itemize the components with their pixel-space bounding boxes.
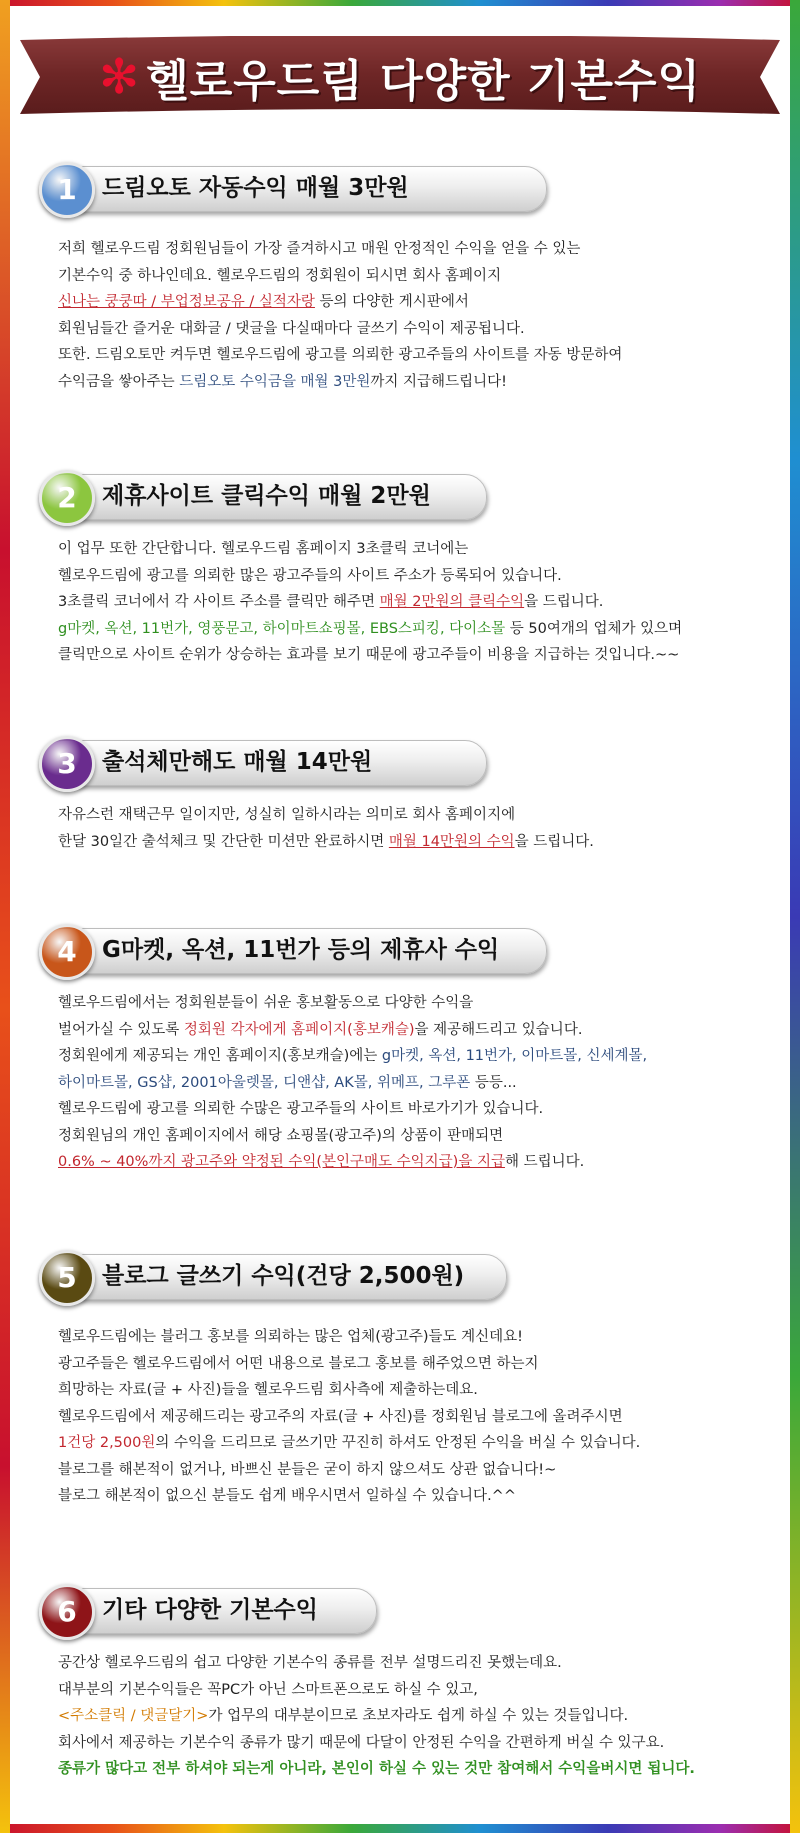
body-line <box>58 616 682 643</box>
highlight-text: 드림오토 수익금을 매월 3만원 <box>179 373 371 390</box>
body-line <box>58 829 594 856</box>
body-text-segment: 클릭만으로 사이트 순위가 상승하는 효과를 보기 때문에 광고주들이 비용을 지급하는 것입니다.~~ <box>58 647 680 663</box>
highlight-text: 신나는 쿵쿵따 / 부업정보공유 / 실적자랑 <box>58 294 315 310</box>
section-number-badge: 4 <box>39 924 95 980</box>
body-line <box>58 1123 647 1150</box>
body-text-segment: 등의 다양한 게시판에서 <box>314 294 469 310</box>
body-text-segment: 한달 30일간 출석체크 및 간단한 미션만 완료하시면 <box>58 833 389 850</box>
body-line <box>58 1096 647 1123</box>
highlight-text: 매월 14만원의 수익 <box>388 833 515 850</box>
section-title: 드림오토 자동수익 매월 3만원 <box>102 175 409 201</box>
highlight-text: 0.6% ~ 40%까지 광고주와 약정된 수익(본인구매도 수익지급)을 지급 <box>58 1154 505 1170</box>
body-text-segment: 회사에서 제공하는 기본수익 종류가 많기 때문에 다달이 안정된 수익을 간편하게 버실 수 있구요. <box>58 1734 665 1751</box>
highlight-text: 매월 2만원의 클릭수익 <box>379 594 525 610</box>
body-line <box>58 1377 640 1404</box>
highlight-text: 정회원 각자에게 홈페이지(홍보캐슬) <box>183 1021 415 1038</box>
body-line <box>58 289 622 316</box>
body-text-segment: 가 업무의 대부분이므로 초보자라도 쉽게 하실 수 있는 것들입니다. <box>208 1708 629 1724</box>
section-body <box>58 990 647 1176</box>
section-body <box>58 802 594 855</box>
highlight-text: <주소클릭 / 댓글달기> <box>58 1708 209 1724</box>
body-text-segment: 을 드립니다. <box>524 594 604 610</box>
section-title: 기타 다양한 기본수익 <box>102 1597 318 1623</box>
page-title <box>20 36 780 118</box>
highlight-text: 1건당 2,500원 <box>58 1435 156 1451</box>
body-line <box>58 1070 647 1097</box>
body-line <box>58 1043 647 1070</box>
left-rainbow-border <box>0 0 10 1833</box>
body-text-segment: 공간상 헬로우드림의 쉽고 다양한 기본수익 종류를 전부 설명드리진 못했는데요. <box>58 1655 562 1671</box>
body-text-segment: 정회원에게 제공되는 개인 홈페이지(홍보캐슬)에는 <box>58 1048 382 1064</box>
section-title: 블로그 글쓰기 수익(건당 2,500원) <box>102 1263 465 1289</box>
body-line <box>58 1756 695 1783</box>
body-line <box>58 536 682 563</box>
body-line <box>58 1149 647 1176</box>
body-line <box>58 1430 640 1457</box>
body-text-segment: 3초클릭 코너에서 각 사이트 주소를 클릭만 해주면 <box>58 594 380 610</box>
body-line <box>58 589 682 616</box>
body-text-segment: 자유스런 재택근무 일이지만, 성실히 일하시라는 의미로 회사 홈페이지에 <box>58 807 516 823</box>
body-text-segment: 광고주들은 헬로우드림에서 어떤 내용으로 블로그 홍보를 해주었으면 하는지 <box>58 1355 539 1372</box>
body-line <box>58 563 682 590</box>
highlight-text: g마켓, 옥션, 11번가, 이마트몰, 신세계몰, <box>381 1048 648 1064</box>
body-text-segment: 대부분의 기본수익들은 꼭PC가 아닌 스마트폰으로도 하실 수 있고, <box>58 1681 478 1698</box>
section-body <box>58 536 682 669</box>
body-line <box>58 342 622 369</box>
body-text-segment: 을 드립니다. <box>514 833 594 850</box>
body-text-segment: 등등... <box>470 1074 517 1091</box>
body-line <box>58 1351 640 1378</box>
body-line <box>58 990 647 1017</box>
section-body <box>58 1324 640 1510</box>
body-line <box>58 1017 647 1044</box>
body-text-segment: 정회원님의 개인 홈페이지에서 해당 쇼핑몰(광고주)의 상품이 판매되면 <box>58 1127 504 1144</box>
highlight-text: 종류가 많다고 전부 하셔야 되는게 아니라, 본인이 하실 수 있는 것만 참여해서 수익을버시면 됩니다. <box>58 1761 695 1777</box>
section-body <box>58 1650 695 1783</box>
body-text-segment: 회원님들간 즐거운 대화글 / 댓글을 다실때마다 글쓰기 수익이 제공됩니다. <box>58 320 525 337</box>
body-line <box>58 263 622 290</box>
body-line <box>58 1404 640 1431</box>
asterisk-icon: ✻ <box>99 49 141 105</box>
body-text-segment: 의 수익을 드리므로 글쓰기만 꾸진히 하셔도 안정된 수익을 버실 수 있습니다. <box>155 1435 641 1451</box>
body-line <box>58 316 622 343</box>
section-body <box>58 236 622 395</box>
body-text-segment: 을 제공해드리고 있습니다. <box>414 1021 583 1038</box>
body-text-segment: 블로그 해본적이 없으신 분들도 쉽게 배우시면서 일하실 수 있습니다.^^ <box>58 1488 516 1504</box>
body-line <box>58 1483 640 1510</box>
body-text-segment: 헬로우드림에서 제공해드리는 광고주의 자료(글 + 사진)를 정회원님 블로그에 올려주시면 <box>58 1408 623 1425</box>
body-text-segment: 헬로우드림에는 블러그 홍보를 의뢰하는 많은 업체(광고주)들도 계신데요! <box>58 1329 523 1345</box>
body-line <box>58 1703 695 1730</box>
body-text-segment: 또한. 드림오토만 켜두면 헬로우드림에 광고를 의뢰한 광고주들의 사이트를 자동 방문하여 <box>58 347 623 363</box>
title-banner <box>20 36 780 118</box>
body-line <box>58 642 682 669</box>
highlight-text: g마켓, 옥션, 11번가, 영풍문고, 하이마트쇼핑몰, EBS스피킹, 다이소몰 <box>58 620 506 637</box>
body-text-segment: 블로그를 해본적이 없거나, 바쁘신 분들은 굳이 하지 않으셔도 상관 없습니다!~ <box>58 1461 557 1478</box>
body-line <box>58 1730 695 1757</box>
body-text-segment: 수익금을 쌓아주는 <box>58 373 180 390</box>
section-title: 출석체만해도 매월 14만원 <box>102 749 373 775</box>
section-title: G마켓, 옥션, 11번가 등의 제휴사 수익 <box>102 937 500 963</box>
body-text-segment: 헬로우드림에 광고를 의뢰한 수많은 광고주들의 사이트 바로가기가 있습니다. <box>58 1101 544 1117</box>
body-line <box>58 1677 695 1704</box>
section-number-badge: 3 <box>39 736 95 792</box>
section-title: 제휴사이트 클릭수익 매월 2만원 <box>102 483 431 509</box>
right-rainbow-border <box>790 0 800 1833</box>
body-text-segment: 기본수익 중 하나인데요. 헬로우드림의 정회원이 되시면 회사 홈페이지 <box>58 267 502 284</box>
body-text-segment: 헬로우드림에 광고를 의뢰한 많은 광고주들의 사이트 주소가 등록되어 있습니다. <box>58 567 562 584</box>
body-text-segment: 벌어가실 수 있도록 <box>58 1021 184 1038</box>
content-panel <box>10 6 790 1824</box>
body-text-segment: 희망하는 자료(글 + 사진)들을 헬로우드림 회사측에 제출하는데요. <box>58 1382 478 1398</box>
body-text-segment: 까지 지급해드립니다! <box>370 373 507 390</box>
body-text-segment: 등 50여개의 업체가 있으며 <box>505 620 683 637</box>
body-text-segment: 해 드립니다. <box>504 1154 585 1170</box>
body-text-segment: 이 업무 또한 간단합니다. 헬로우드림 홈페이지 3초클릭 코너에는 <box>58 541 469 557</box>
section-number-badge: 1 <box>39 162 95 218</box>
page-title-text: 헬로우드림 다양한 기본수익 <box>146 56 701 107</box>
section-number-badge: 2 <box>39 470 95 526</box>
body-text-segment: 헬로우드림에서는 정회원분들이 쉬운 홍보활동으로 다양한 수익을 <box>58 995 474 1011</box>
body-line <box>58 1650 695 1677</box>
body-text-segment: 저희 헬로우드림 정회원님들이 가장 즐겨하시고 매원 안정적인 수익을 얻을 수 있는 <box>58 241 581 257</box>
body-line <box>58 1457 640 1484</box>
body-line <box>58 802 594 829</box>
body-line <box>58 369 622 396</box>
body-line <box>58 1324 640 1351</box>
highlight-text: 하이마트몰, GS샵, 2001아울렛몰, 디앤샵, AK몰, 위메프, 그루폰 <box>58 1074 471 1091</box>
section-number-badge: 5 <box>39 1250 95 1306</box>
body-line <box>58 236 622 263</box>
section-number-badge: 6 <box>39 1584 95 1640</box>
